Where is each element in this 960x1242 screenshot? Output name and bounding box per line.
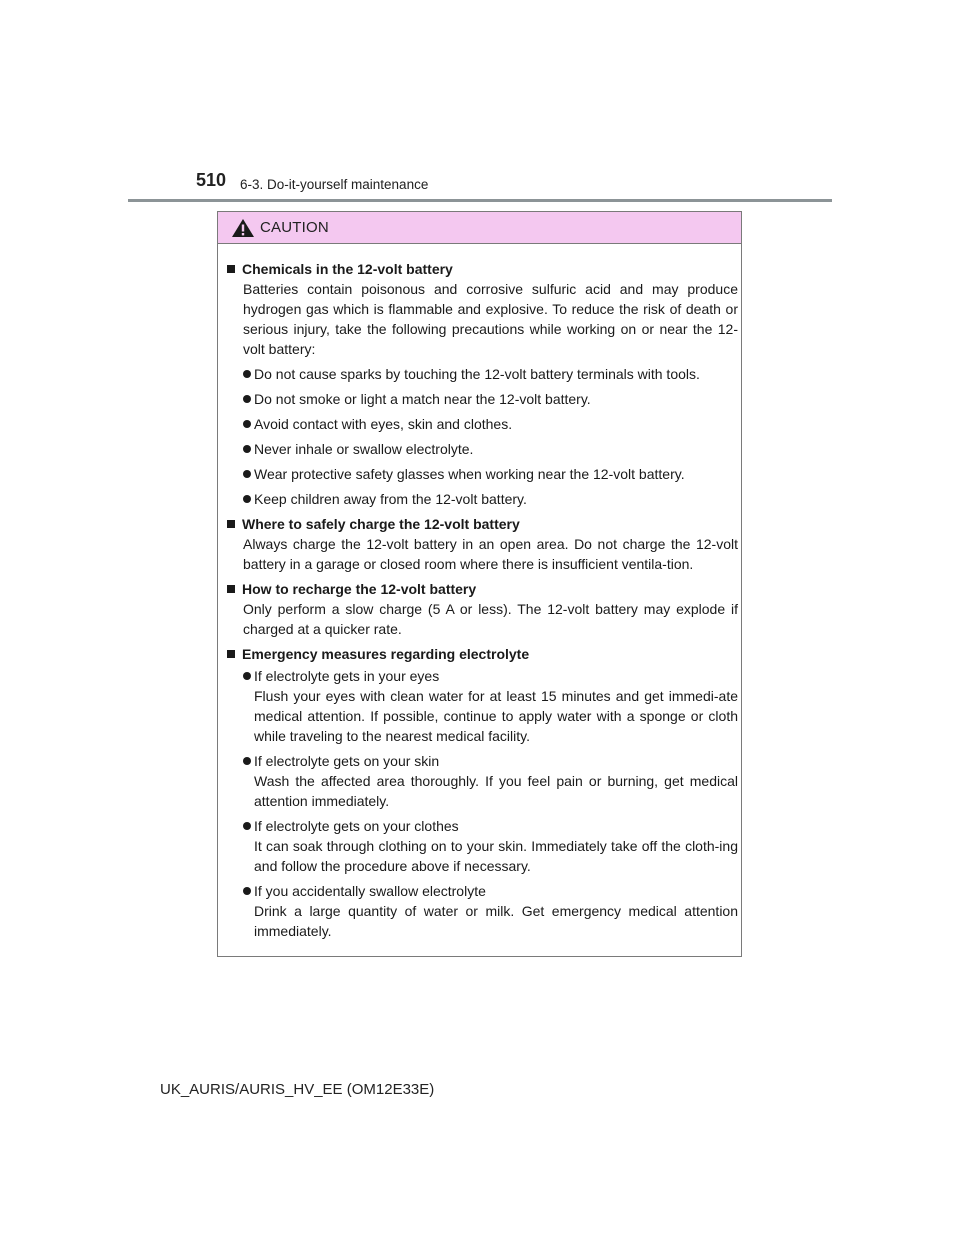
section-heading: Emergency measures regarding electrolyte — [224, 644, 738, 664]
section-text: Only perform a slow charge (5 A or less). The 12-volt battery may explode if charged at a quicker rate. — [243, 601, 738, 637]
round-bullet-icon — [243, 672, 251, 680]
item-title: If you accidentally swallow electrolyte — [254, 883, 486, 899]
square-bullet-icon — [227, 585, 235, 593]
item-text: Flush your eyes with clean water for at least 15 minutes and get immedi-ate medical attention. If possible, continue to apply water with a sponge or cloth while traveling to the nearest medical facility. — [254, 688, 738, 744]
round-bullet-icon — [243, 445, 251, 453]
section-title: 6-3. Do-it-yourself maintenance — [240, 177, 429, 192]
item-title: If electrolyte gets on your skin — [254, 753, 440, 769]
section-heading: How to recharge the 12-volt battery — [224, 579, 738, 599]
round-bullet-icon — [243, 757, 251, 765]
caution-label: CAUTION — [260, 219, 329, 236]
item-text: Drink a large quantity of water or milk. Get emergency medical attention immediately. — [254, 903, 738, 939]
section-heading: Where to safely charge the 12-volt battery — [224, 514, 738, 534]
item-title: If electrolyte gets on your clothes — [254, 818, 459, 834]
section-text: Batteries contain poisonous and corrosive sulfuric acid and may produce hydrogen gas which is flammable and explosive. To reduce the risk of death or serious injury, take the following precautions while working on or near the 12-volt battery: — [243, 281, 738, 357]
round-bullet-icon — [243, 822, 251, 830]
caution-box — [217, 211, 742, 957]
list-item: Keep children away from the 12-volt battery. — [243, 489, 738, 509]
warning-triangle-icon — [231, 218, 255, 238]
round-bullet-icon — [243, 495, 251, 503]
header-divider — [128, 199, 832, 202]
list-item — [243, 751, 738, 811]
round-bullet-icon — [243, 887, 251, 895]
square-bullet-icon — [227, 265, 235, 273]
list-item: Wear protective safety glasses when working near the 12-volt battery. — [243, 464, 738, 484]
square-bullet-icon — [227, 520, 235, 528]
page-number: 510 — [196, 170, 227, 190]
round-bullet-icon — [243, 395, 251, 403]
caution-body — [218, 244, 741, 941]
list-item — [243, 816, 738, 876]
item-text: Wash the affected area thoroughly. If you feel pain or burning, get medical attention immediately. — [254, 773, 738, 809]
round-bullet-icon — [243, 470, 251, 478]
section-heading: Chemicals in the 12-volt battery — [224, 259, 738, 279]
list-item — [243, 881, 738, 941]
round-bullet-icon — [243, 370, 251, 378]
caution-header — [218, 212, 741, 244]
list-item: Avoid contact with eyes, skin and clothes. — [243, 414, 738, 434]
square-bullet-icon — [227, 650, 235, 658]
round-bullet-icon — [243, 420, 251, 428]
list-item: Never inhale or swallow electrolyte. — [243, 439, 738, 459]
document-code: UK_AURIS/AURIS_HV_EE (OM12E33E) — [160, 1081, 435, 1098]
list-item: Do not cause sparks by touching the 12-volt battery terminals with tools. — [243, 364, 738, 384]
list-item: Do not smoke or light a match near the 12-volt battery. — [243, 389, 738, 409]
section-text: Always charge the 12-volt battery in an open area. Do not charge the 12-volt battery in a garage or closed room where there is insufficient ventila-tion. — [243, 536, 738, 572]
item-text: It can soak through clothing on to your skin. Immediately take off the cloth-ing and follow the procedure above if necessary. — [254, 838, 738, 874]
item-title: If electrolyte gets in your eyes — [254, 668, 440, 684]
list-item — [243, 666, 738, 746]
